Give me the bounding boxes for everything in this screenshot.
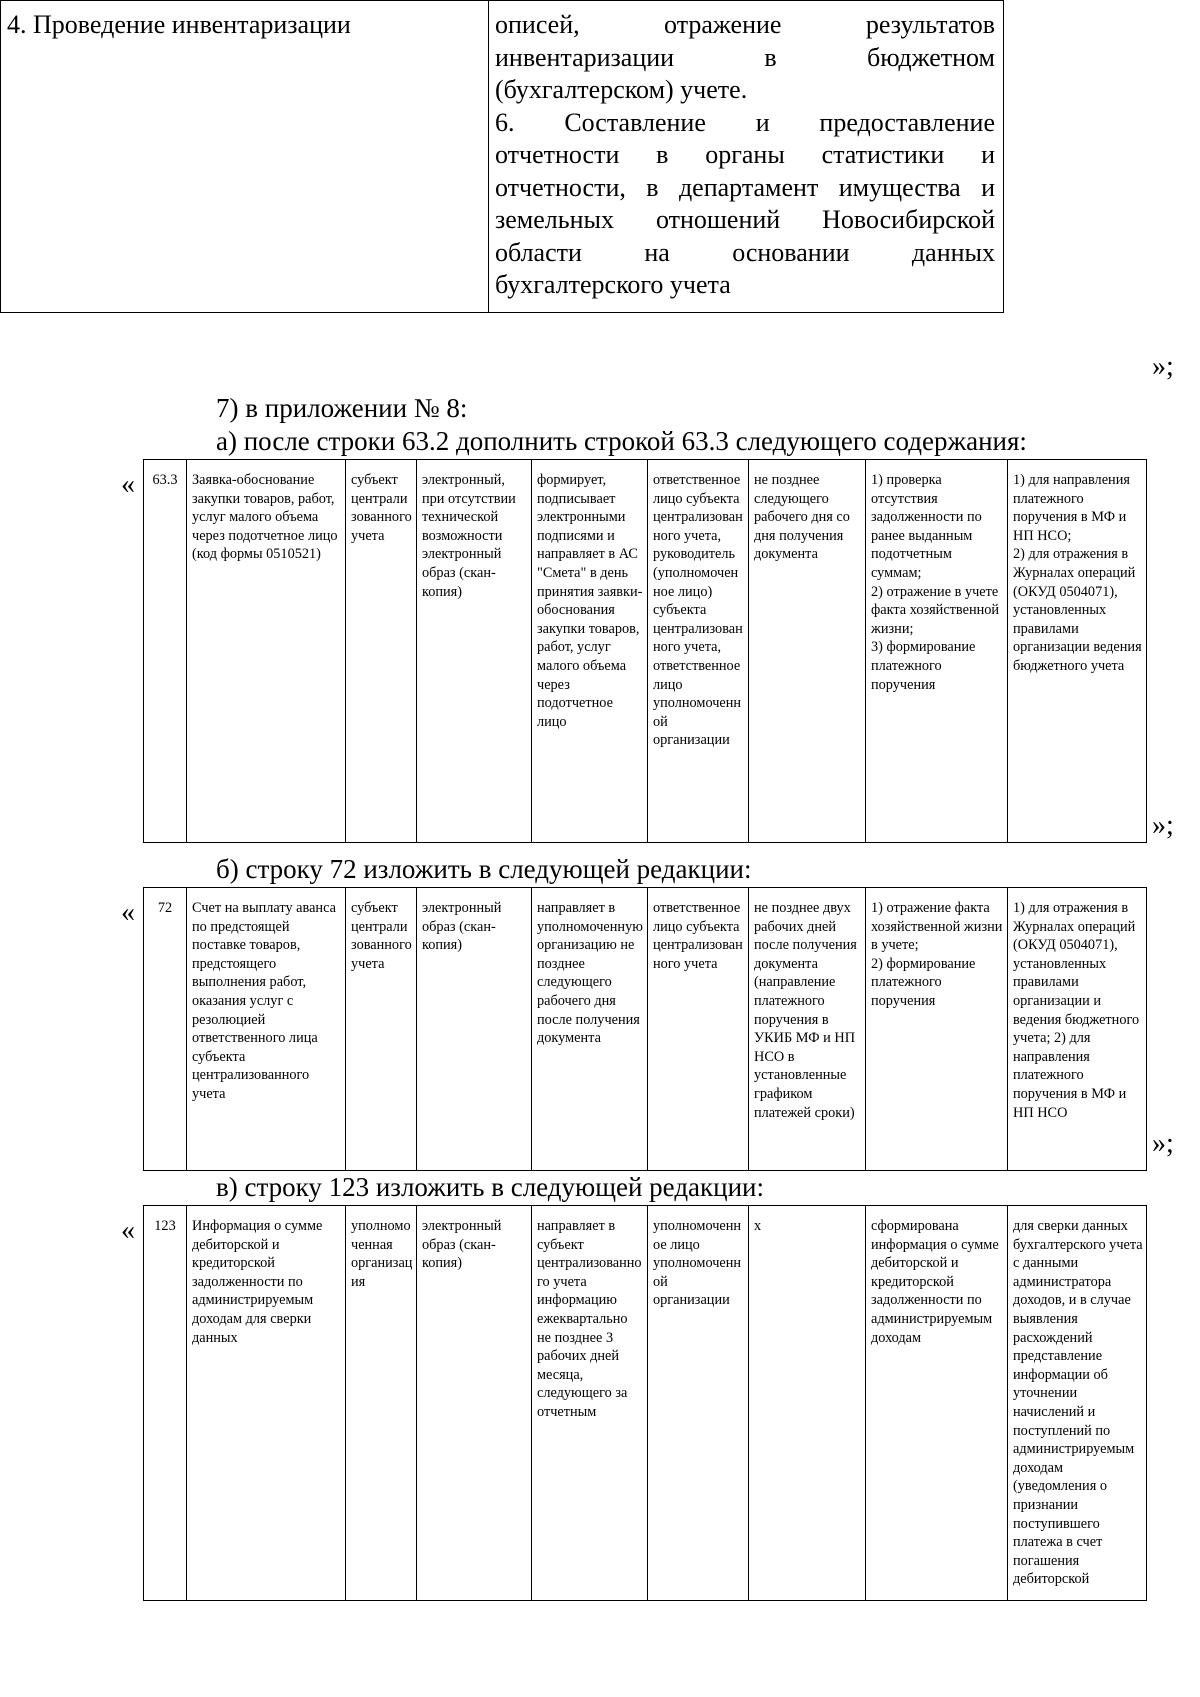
document-creator: субъект централизованного учета xyxy=(346,460,417,843)
top-line: отчетности в органы статистики и xyxy=(495,140,995,169)
item-a-heading: а) после строки 63.2 дополнить строкой 63.3 следующего содержания: xyxy=(216,426,1027,456)
top-line: отчетности, в департамент имущества и xyxy=(495,172,995,202)
open-quote: « xyxy=(121,1215,135,1246)
document-name: Заявка-обоснование закупки товаров, работ, услуг малого объема через подотчетное лицо (код формы 0510521) xyxy=(187,460,346,843)
open-quote: « xyxy=(121,897,135,928)
document-action: направляет в уполномоченную организацию не позднее следующего рабочего дня после получения документа xyxy=(532,888,648,1171)
top-table-right-cell xyxy=(489,1,1004,313)
document-purpose: 1) для направления платежного поручения в МФ и НП НСО; 2) для отражения в Журналах операций (ОКУД 0504071), установленных правилами организации ведения бюджетного учета xyxy=(1008,460,1147,843)
processing-result: сформирована информация о сумме дебиторской и кредиторской задолженности по администрируемым доходам xyxy=(866,1206,1008,1601)
responsible-person: ответственное лицо субъекта централизованного учета xyxy=(648,888,749,1171)
document-creator: уполномоченная организация xyxy=(346,1206,417,1601)
row-number: 63.3 xyxy=(144,460,187,843)
row-123-table xyxy=(143,1205,1147,1601)
document-format: электронный образ (скан-копия) xyxy=(417,1206,532,1601)
open-quote: « xyxy=(121,469,135,500)
document-format: электронный образ (скан-копия) xyxy=(417,888,532,1171)
document-action: направляет в субъект централизованного учета информацию ежеквартально не позднее 3 рабочих дней месяца, следующего за отчетным xyxy=(532,1206,648,1601)
close-quote: »; xyxy=(1152,1128,1174,1159)
document-name: Счет на выплату аванса по предстоящей поставке товаров, предстоящего выполнения работ, оказания услуг с резолюцией ответственного лица субъекта централизованного учета xyxy=(187,888,346,1171)
top-line: 6. Составление и предоставление xyxy=(495,107,995,137)
row-63-3-table xyxy=(143,459,1147,843)
responsible-person: ответственное лицо субъекта централизованного учета, руководитель (уполномоченное лицо) субъекта централизованного учета, ответственное лицо уполномоченной организации xyxy=(648,460,749,843)
close-quote: »; xyxy=(1152,810,1174,841)
document-format: электронный, при отсутствии технической возможности электронный образ (скан-копия) xyxy=(417,460,532,843)
top-table-left-cell: 4. Проведение инвентаризации xyxy=(1,1,489,313)
item-7-heading: 7) в приложении № 8: xyxy=(216,393,468,423)
row-72-table xyxy=(143,887,1147,1171)
top-line: инвентаризации в бюджетном xyxy=(495,42,995,72)
deadline: х xyxy=(749,1206,866,1601)
document-action: формирует, подписывает электронными подписями и направляет в АС "Смета" в день принятия заявки-обоснования закупки товаров, работ, услуг малого объема через подотчетное лицо xyxy=(532,460,648,843)
top-close-quote: »; xyxy=(1152,351,1174,382)
responsible-person: уполномоченное лицо уполномоченной организации xyxy=(648,1206,749,1601)
item-b-heading: б) строку 72 изложить в следующей редакции: xyxy=(216,854,752,884)
top-line: земельных отношений Новосибирской xyxy=(495,205,995,234)
document-creator: субъект централизованного учета xyxy=(346,888,417,1171)
top-line: области на основании данных xyxy=(495,237,995,267)
processing-result: 1) проверка отсутствия задолженности по ранее выданным подотчетным суммам; 2) отражение в учете факта хозяйственной жизни; 3) формирование платежного поручения xyxy=(866,460,1008,843)
top-line: (бухгалтерском) учете. xyxy=(495,75,748,104)
document-purpose: 1) для отражения в Журналах операций (ОКУД 0504071), установленных правилами организации и ведения бюджетного учета; 2) для направления платежного поручения в МФ и НП НСО xyxy=(1008,888,1147,1171)
top-line: описей, отражение результатов xyxy=(495,10,995,39)
row-number: 123 xyxy=(144,1206,187,1601)
item-c-heading: в) строку 123 изложить в следующей редакции: xyxy=(216,1172,765,1202)
deadline: не позднее двух рабочих дней после получения документа (направление платежного поручения в УКИБ МФ и НП НСО в установленные графиком платежей сроки) xyxy=(749,888,866,1171)
row-number: 72 xyxy=(144,888,187,1171)
top-line: бухгалтерского учета xyxy=(495,270,731,299)
deadline: не позднее следующего рабочего дня со дня получения документа xyxy=(749,460,866,843)
processing-result: 1) отражение факта хозяйственной жизни в учете; 2) формирование платежного поручения xyxy=(866,888,1008,1171)
top-table xyxy=(0,0,1004,313)
document-purpose: для сверки данных бухгалтерского учета с данными администратора доходов, и в случае выявления расхождений представление информации об уточнении начислений и поступлений по администрируемым доходам (уведомления о признании поступившего платежа в счет погашения дебиторской xyxy=(1008,1206,1147,1601)
document-name: Информация о сумме дебиторской и кредиторской задолженности по администрируемым доходам для сверки данных xyxy=(187,1206,346,1601)
